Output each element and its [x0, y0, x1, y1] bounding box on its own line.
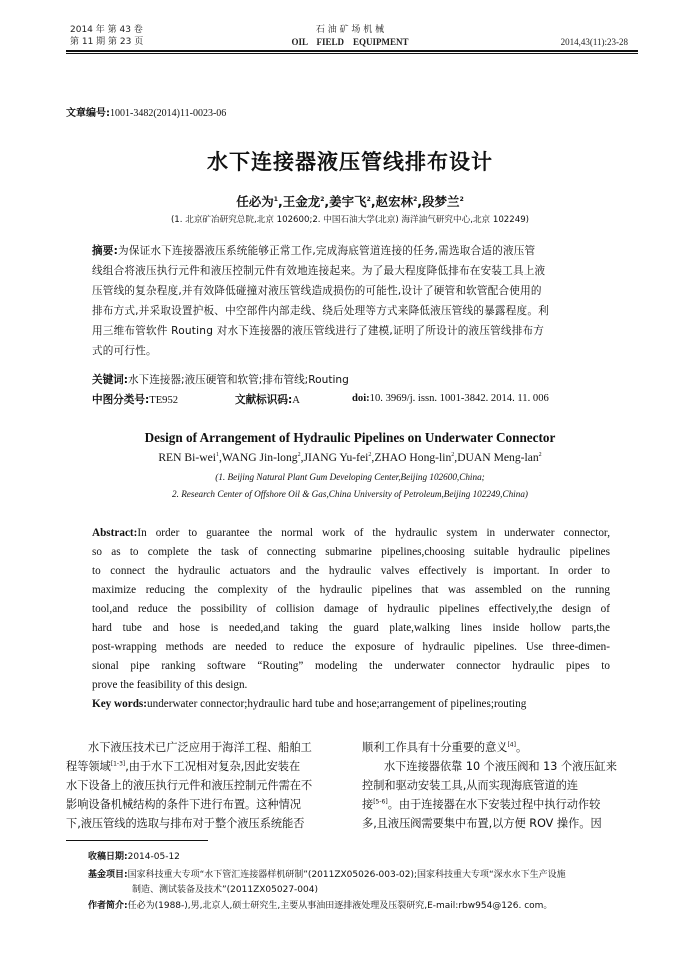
keywords-en: Key words:underwater connector;hydraulic hard tube and hose;arrangement of pipelines;routing	[92, 698, 527, 710]
affiliation-cn: (1. 北京矿冶研究总院,北京 102600;2. 中国石油大学(北京) 海洋油气研究中心,北京 102249)	[170, 215, 530, 225]
article-id: 文章编号:1001-3482(2014)11-0023-06	[66, 108, 227, 119]
authors-cn: 任必为$^1$,王金龙$^2$,姜宇飞$^2$,赵宏林$^2$,段梦兰$^2$	[236, 194, 464, 209]
classification-doc: 文献标识码:A	[235, 394, 300, 406]
classification-doi: doi:10. 3969/j. issn. 1001-3842. 2014. 11. 006	[352, 393, 549, 404]
abstract-cn: 摘要:为保证水下连接器液压系统能够正常工作,完成海底管道连接的任务,需选取合适的液压管 线组合将液压执行元件和液压控制元件有效地连接起来。为了最大程度降低排布在安装工具上液 压管线的复杂程度,并有效降低碰撞对液压管线造成损伤的可能性,设计了硬管和软管配合使用的 排布方式,并采取设置护板、中空部件内部走线、绕后处理等方式来降低液压管线的暴露程度。利 用三维布管软件 Routing 对水下连接器的液压管线进行了建模,证明了所设计的液压管线排布方 式的可行性。	[92, 245, 549, 357]
header-journal-en: OIL FIELD EQUIPMENT	[291, 37, 409, 47]
affiliation-en-1: (1. Beijing Natural Plant Gum Developing Center,Beijing 102600,China;	[215, 472, 485, 482]
header-rule-thin	[66, 53, 638, 54]
title-en: Design of Arrangement of Hydraulic Pipelines on Underwater Connector	[144, 430, 556, 445]
header-rule	[66, 50, 638, 52]
footnote-fund: 基金项目:国家科技重大专项“水下管汇连接器样机研制”(2011ZX05026-003-02);国家科技重大专项“深水水下生产设施 制造、测试装备及技术”(2011ZX05027-004)	[88, 870, 566, 895]
classification-clc: 中图分类号:TE952	[92, 394, 179, 406]
header-journal-cn: 石 油 矿 场 机 械	[315, 25, 385, 35]
footnote-author: 作者简介:任必为(1988-),男,北京人,硕士研究生,主要从事油田逐排液处理及压裂研究,E-mail:rbw954@126. com。	[88, 901, 553, 911]
footnote-received: 收稿日期:2014-05-12	[88, 852, 180, 862]
footnote-rule	[66, 840, 208, 841]
body-left-column: 水下液压技术已广泛应用于海洋工程、船舶工 程等领域[1-3],由于水下工况相对复杂,因此安装在 水下设备上的液压执行元件和液压控制元件需在不 影响设备机械结构的条件下进行布置。这种情况 下,液压管线的选取与排布对于整个液压系统能否	[66, 741, 313, 830]
header-volume: 2014 年 第 43 卷	[70, 25, 143, 35]
title-cn: 水下连接器液压管线排布设计	[207, 150, 493, 174]
authors-en: REN Bi-wei$^1$,WANG Jin-long$^2$,JIANG Yu-fei$^2$,ZHAO Hong-lin$^2$,DUAN Meng-lan$^2$	[158, 451, 542, 464]
keywords-cn: 关键词:水下连接器;液压硬管和软管;排布管线;Routing	[92, 374, 349, 386]
body-right-column: 顺利工作具有十分重要的意义[4]。 水下连接器依靠 10 个液压阀和 13 个液压缸来 控制和驱动安装工具,从而实现海底管道的连 接[5-6]。由于连接器在水下安装过程中执行动作较 多,且液压阀需要集中布置,以方便 ROV 操作。因	[362, 741, 617, 830]
affiliation-en-2: 2. Research Center of Offshore Oil & Gas,China University of Petroleum,Beijing 102249,China)	[172, 489, 528, 499]
header-citation: 2014,43(11):23-28	[560, 37, 628, 47]
abstract-en: Abstract:In order to guarantee the normal work of the hydraulic system in underwater connector, so as to complete the task of connecting submarine pipelines,choosing suitable hydraulic pipelines to connect the hydraulic actuators and the hydraulic valves effectively is important. In order to maximize reducing the complexity of the hydraulic pipelines that was assembled on the running tool,and reduce the possibility of collision damage of hydraulic pipelines effectively,the design of hard tube and hose is needed,and taking the guard plate,walking lines inside hollow parts,the post-wrapping methods are needed to reduce the exposure of hydraulic pipelines. Use three-dimen- sional pipe ranking software “Routing” modeling the underwater connector hydraulic pipes to prove the feasibility of this design.	[92, 527, 610, 691]
header-issue-page: 第 11 期 第 23 页	[70, 37, 144, 47]
